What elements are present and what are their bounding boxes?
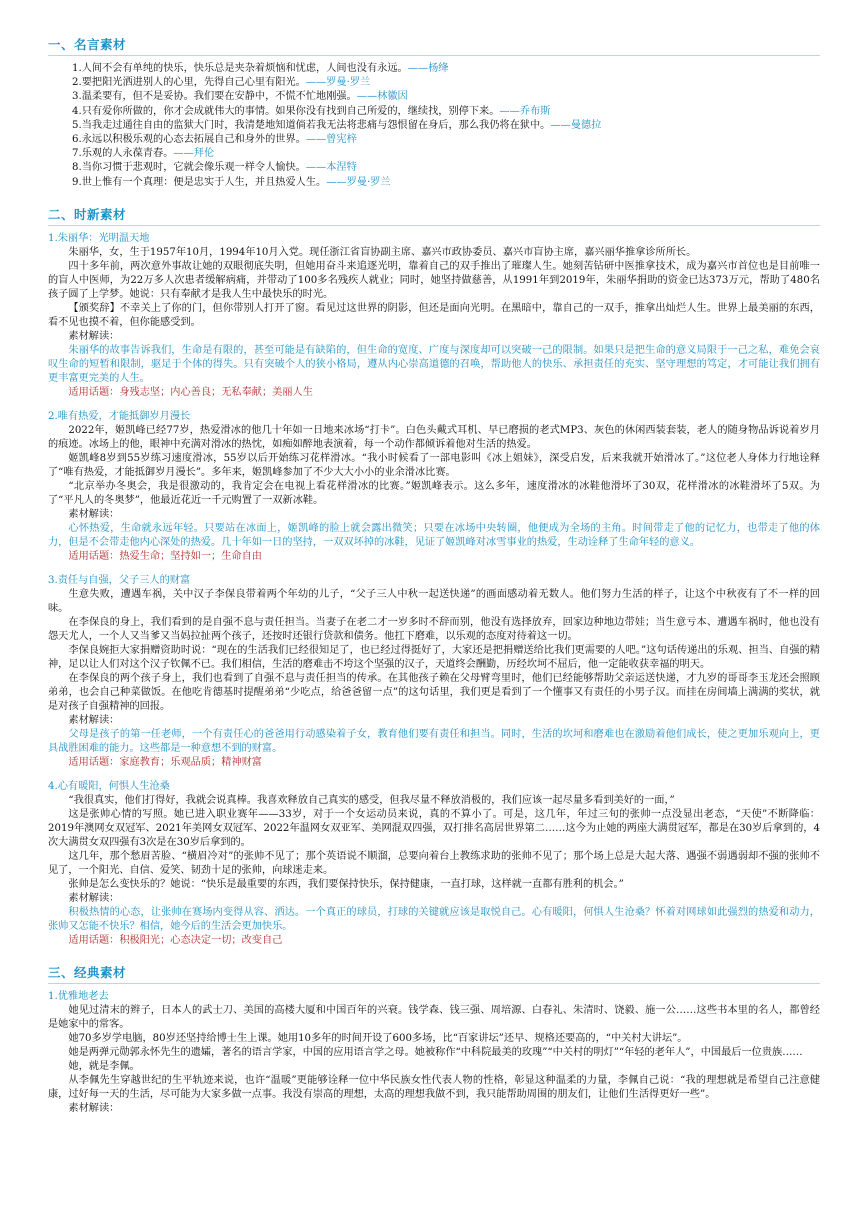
applicable-topics: 适用话题：积极阳光；心态决定一切；改变自己 (68, 934, 283, 946)
material-paragraph: 在李保良的两个孩子身上，我们也看到了自强不息与责任担当的传承。在其他孩子赖在父母臂弯里时，他们已经能够帮助父亲运送快递，才九岁的哥哥李玉龙还会照顾弟弟，也会自己种菜做饭。在他吃肯德基时提醒弟弟“少吃点，给爸爸留一点”的这句话里，我们更是看到了一个懂事又有责任的小男子汉。而挂在房间墙上满满的奖状，就是对孩子自强精神的回报。 (48, 672, 820, 712)
applicable-topics: 适用话题：热爱生命；坚持如一；生命自由 (68, 550, 262, 562)
interpretation-label: 素材解读： (68, 1102, 120, 1114)
award-speech: 【颁奖辞】不幸关上了你的门，但你带别人打开了窗。看见过这世界的阴影，但还是面向光明。在黑暗中，靠自己的一双手，推拿出灿烂人生。世界上最美丽的东西，看不见也摸不着，但你能感受到。 (48, 302, 820, 328)
material-heading: 1.朱丽华：光明温天地 (48, 232, 150, 244)
material-paragraph: 李保良婉拒大家捐赠资助时说：“现在的生活我们已经很知足了，也已经过得挺好了，大家还是把捐赠送给比我们更需要的人吧。”这句话传递出的乐观、担当、自强的精神，足以让人们对这个汉子钦佩不已。我们相信，生活的磨难击不垮这个坚强的汉子，天道终会酬勤，历经坎坷不屈后，他一定能收获幸福的明天。 (48, 644, 820, 670)
material-paragraph: 这是张帅心情的写照。她已进入职业赛年——33岁，对于一个女运动员来说，真的不算小了。可是，这几年，年过三旬的张帅一点没显出老态，“天使”不断降临：2019年澳网女双冠军、2021年美网女双冠军、2022年温网女双亚军、美网混双四强，双打排名高居世界第二……这今为止她的两座大满贯冠军，都是在30岁后拿到的，4次大满贯女双四强有3次是在30岁后拿到的。 (48, 808, 820, 848)
quote-item: 3.温柔要有，但不是妥协。我们要在安静中，不慌不忙地刚强。——林徽因 (72, 91, 408, 103)
applicable-topics: 适用话题：身残志坚；内心善良；无私奉献；美丽人生 (68, 386, 313, 398)
material-paragraph: 从李佩先生穿越世纪的生平轨迹来说，也许“温暖”更能够诠释一位中华民族女性代表人物的性格，彰显这种温柔的力量，李佩自己说：“我的理想就是希望自己注意健康，过好每一天的生活，尽可能为大家多做一点事。我没有崇高的理想，太高的理想我做不到，我只能帮助周围的朋友们，让他们生活得更好一些”。 (48, 1074, 820, 1100)
section-divider (48, 55, 820, 56)
quote-author: ——本涅特 (305, 162, 357, 174)
interpretation-text: 朱丽华的故事告诉我们，生命是有限的，甚至可能是有缺陷的，但生命的宽度、广度与深度却可以突破一己的限制。如果只是把生命的意义局限于一己之私，难免会哀叹生命的短暂和限制，驱足于个体的得失。只有突破个人的狭小格局，遵从内心崇高道德的召唤，帮助他人的快乐、承担责任的充实、坚守理想的笃定，才可能让我们拥有更丰富更完美的人生。 (48, 344, 820, 384)
quote-item: 2.要把阳光洒进别人的心里，先得自己心里有阳光。——罗曼·罗兰 (72, 77, 371, 89)
section-divider (48, 983, 820, 984)
material-heading: 4.心有暖阳，何惧人生沧桑 (48, 780, 170, 792)
quote-author: ——罗曼·罗兰 (305, 77, 371, 89)
material-paragraph: “我很真实，他们打得好，我就会说真棒。我喜欢释放自己真实的感受，但我尽量不释放消极的，我们应该一起尽量多看到美好的一面，” (68, 794, 675, 806)
quote-author: ——罗曼·罗兰 (326, 176, 391, 188)
material-paragraph: 她见过清末的辫子，日本人的武士刀、美国的高楼大厦和中国百年的兴衰。钱学森、钱三强、周培源、白春礼、朱清时、饶毅、施一公……这些书本里的名人，都曾经是她家中的常客。 (48, 1004, 820, 1030)
quote-item: 4.只有爱你所做的，你才会成就伟大的事情。如果你没有找到自己所爱的，继续找，别停下来。——乔布斯 (72, 105, 551, 117)
interpretation-label: 素材解读： (68, 892, 120, 904)
interpretation-text: 心怀热爱，生命就永远年轻。只要站在冰面上，姬凯峰的脸上就会露出微笑；只要在冰场中央转圈，他便成为全场的主角。时间带走了他的记忆力，也带走了他的体力，但是不会带走他内心深处的热爱。几十年如一日的坚持，一双双坏掉的冰鞋，见证了姬凯峰对冰雪事业的热爱，生动诠释了生命年轻的意义。 (48, 522, 820, 548)
quote-author: ——杨绛 (407, 63, 449, 74)
applicable-topics: 适用话题：家庭教育；乐观品质；精神财富 (68, 756, 262, 768)
quote-author: ——乔布斯 (499, 105, 551, 117)
quote-item: 8.当你习惯于悲观时，它就会像乐观一样令人愉快。——本涅特 (72, 162, 357, 174)
material-heading: 3.责任与自强，父子三人的财富 (48, 574, 191, 586)
material-paragraph: 她是两弹元勋郭永怀先生的遗孀，著名的语言学家，中国的应用语言学之母。她被称作“中科院最美的玫瑰”“中关村的明灯”“年轻的老年人”，中国最后一位贵族…… (68, 1046, 803, 1058)
material-paragraph: 四十多年前，两次意外事故让她的双眼彻底失明，但她用奋斗来追逐光明，靠着自己的双手推出了璀璨人生。她刻苦钻研中医推拿技术，成为嘉兴市首位也是目前唯一的盲人中医师，为22万多人次患者缓解病痛，并带动了100多名残疾人就业；同时，她坚持做慈善，从1991年到2019年，朱丽华捐助的资金已达373万元，帮助了480名孩子圆了上学梦。她说：只有奉献才是我人生中最快乐的时光。 (48, 260, 820, 300)
material-block (48, 574, 820, 770)
material-paragraph: 这几年，那个愁眉苦脸、“横眉冷对”的张帅不见了；那个英语说不顺溜，总要向着台上教练求助的张帅不见了；那个场上总是大起大落、遇强不弱遇弱却不强的张帅不见了，一个阳光、自信、爱笑、韧劲十足的张帅，向球迷走来。 (48, 850, 820, 876)
quote-item: 6.永远以积极乐观的心态去拓展自己和身外的世界。——曾宪梓 (72, 134, 357, 146)
interpretation-text: 积极热情的心态，让张帅在赛场内变得从容、洒达。一个真正的球员，打球的关键就应该是取悦自己。心有暖阳，何惧人生沧桑？怀着对网球如此强烈的热爱和动力，张帅又怎能不快乐？相信，她今后的生活会更加快乐。 (48, 906, 820, 932)
material-paragraph: 生意失败，遭遇车祸，关中汉子李保良带着两个年幼的儿子，“父子三人中秋一起送快递”的画面感动着无数人。他们努力生活的样子，让这个中秋夜有了不一样的回味。 (48, 588, 820, 614)
material-block (48, 780, 820, 948)
quote-item: 7.乐观的人永葆青春。——拜伦 (72, 148, 215, 160)
material-paragraph: 姬凯峰8岁到55岁练习速度滑冰，55岁以后开始练习花样滑冰。“我小时候看了一部电影叫《冰上姐妹》，深受启发，后来我就开始滑冰了。”这位老人身体力行地诠释了“唯有热爱，才能抵御岁月漫长”。多年来，姬凯峰参加了不少大大小小的业余滑冰比赛。 (48, 452, 820, 478)
section-divider (48, 225, 820, 226)
material-paragraph: 朱丽华，女，生于1957年10月，1994年10月入党。现任浙江省盲协副主席、嘉兴市政协委员、嘉兴市盲协主席，嘉兴丽华推拿诊所所长。 (68, 246, 697, 258)
material-block (48, 410, 820, 564)
material-heading: 2.唯有热爱，才能抵御岁月漫长 (48, 410, 191, 422)
material-paragraph: 在李保良的身上，我们看到的是自强不息与责任担当。当妻子在老二才一岁多时不辞而别，他没有选择放弃，回家边种地边带娃；当生意亏本、遭遇车祸时，他也没有怨天尤人，一个人又当爹又当妈拉扯两个孩子，还按时还银行贷款和债务。他扛下磨难，以乐观的态度对待着这一切。 (48, 616, 820, 642)
material-paragraph: 她70多岁学电脑，80岁还坚持给博士生上课。她用10多年的时间开设了600多场，比“百家讲坛”还早、规格还要高的，“中关村大讲坛”。 (68, 1032, 688, 1044)
quote-author: ——林徽因 (356, 91, 408, 103)
quote-item: 1.人间不会有单纯的快乐，快乐总是夹杂着烦恼和忧虑，人间也没有永远。——杨绛 (72, 63, 449, 74)
quote-item: 9.世上惟有一个真理：便是忠实于人生，并且热爱人生。——罗曼·罗兰 (72, 176, 391, 188)
quote-list (48, 62, 820, 190)
section-title-classic: 三、经典素材 (48, 964, 127, 980)
section-title-current: 二、时新素材 (48, 206, 127, 222)
interpretation-label: 素材解读： (68, 714, 120, 726)
material-paragraph: “北京举办冬奥会，我是很激动的，我肯定会在电视上看花样滑冰的比赛。”姬凯峰表示。这么多年，速度滑冰的冰鞋他滑坏了30双，花样滑冰的冰鞋滑坏了5双。为了“平凡人的冬奥梦”，他最近花近一千元购置了一双新冰鞋。 (48, 480, 820, 506)
interpretation-text: 父母是孩子的第一任老师，一个有责任心的爸爸用行动感染着子女，教育他们要有责任和担当。同时，生活的坎坷和磨难也在激励着他们成长，使之更加乐观向上，更具战胜困难的能力。这些都是一种意想不到的财富。 (48, 728, 820, 754)
quote-item: 5.当我走过通往自由的监狱大门时，我清楚地知道倘若我无法将悲痛与怨恨留在身后，那么我仍将在狱中。——曼德拉 (72, 119, 602, 131)
material-block (48, 990, 820, 1116)
material-paragraph: 2022年，姬凯峰已经77岁，热爱滑冰的他几十年如一日地来冰场“打卡”。白色头戴式耳机、早已磨损的老式MP3、灰色的休闲西装套装，老人的随身物品诉说着岁月的痕迹。冰场上的他，眼神中充满对滑冰的热忱，如痴如醉地表演着，每一个动作都倾诉着他对生活的热爱。 (48, 424, 820, 450)
material-heading: 1.优雅地老去 (48, 990, 109, 1002)
interpretation-label: 素材解读： (68, 330, 120, 342)
quote-author: ——曾宪梓 (305, 134, 357, 146)
quote-author: ——曼德拉 (550, 119, 602, 131)
material-paragraph: 张帅是怎么变快乐的？她说：“快乐是最重要的东西，我们要保持快乐，保持健康，一直打球，这样就一直都有胜利的机会。” (68, 878, 624, 890)
section-title-quotes: 一、名言素材 (48, 37, 127, 52)
interpretation-label: 素材解读： (68, 508, 120, 520)
material-block (48, 232, 820, 400)
material-paragraph: 她，就是李佩。 (68, 1060, 140, 1072)
quote-author: ——拜伦 (173, 148, 215, 160)
